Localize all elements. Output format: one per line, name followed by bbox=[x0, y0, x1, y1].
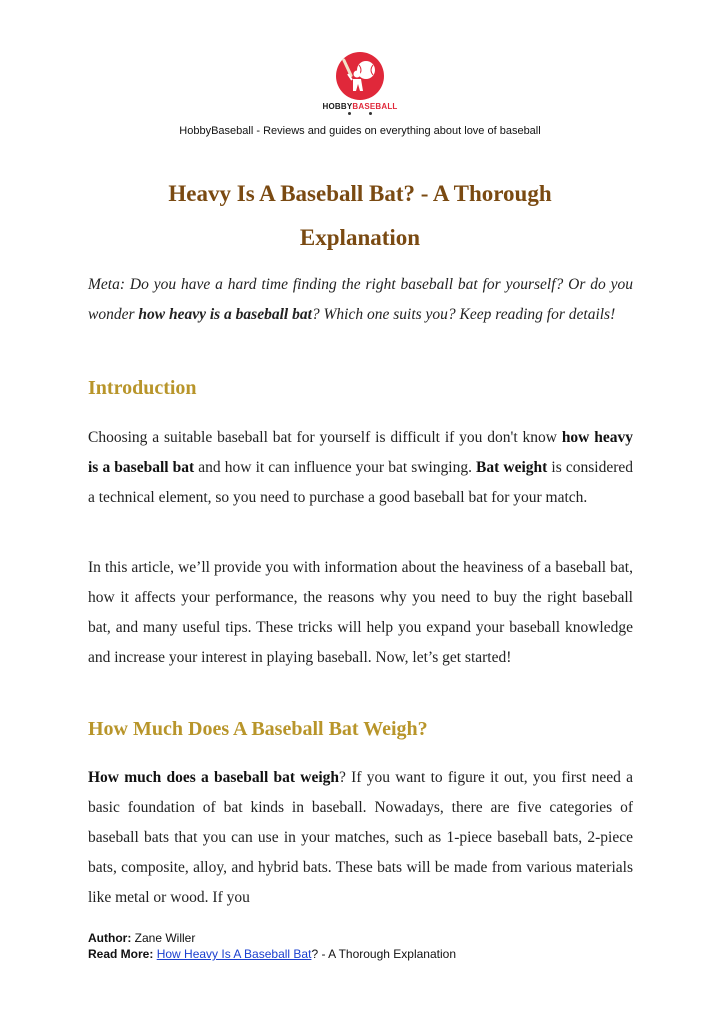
author-name: Zane Willer bbox=[134, 931, 196, 945]
logo-dots bbox=[348, 112, 372, 115]
author-line: Author: Zane Willer bbox=[88, 931, 196, 945]
paragraph-weight-1: How much does a baseball bat weigh? If you want to figure it out, you first need a basic foundation of bat kinds in baseball. Nowadays, there are five categories of baseball bats that you can use in your matches, such as 1-piece baseball bats, 2-piece bats, composite, alloy, and hybrid bats. These bats will be made from various materials like metal or wood. If you bbox=[88, 769, 633, 906]
paragraph-intro-1: Choosing a suitable baseball bat for yourself is difficult if you don't know how heavy is a baseball bat and how it can influence your bat swinging. Bat weight is considered a technical element, so you need to purchase a good baseball bat for your match. bbox=[88, 429, 633, 506]
read-more-link[interactable]: How Heavy Is A Baseball Bat bbox=[156, 947, 312, 961]
paragraph-intro-2: In this article, we’ll provide you with information about the heaviness of a baseball bat, how it affects your performance, the reasons why you need to buy the right baseball bat, and many useful tips. These tricks will help you expand your baseball knowledge and increase your interest in playing baseball. Now, let’s get started! bbox=[88, 559, 633, 666]
baseball-player-icon bbox=[336, 52, 384, 100]
logo-wordmark: HOBBYBASEBALL bbox=[322, 102, 398, 111]
article-title: Heavy Is A Baseball Bat? - A Thorough Explanation bbox=[168, 181, 552, 250]
read-more-line: Read More: How Heavy Is A Baseball Bat? - A Thorough Explanation bbox=[88, 947, 456, 961]
site-tagline: HobbyBaseball - Reviews and guides on everything about love of baseball bbox=[179, 125, 541, 137]
section-heading-weight: How Much Does A Baseball Bat Weigh? bbox=[88, 718, 428, 740]
meta-description: Meta: Do you have a hard time finding the right baseball bat for yourself? Or do you wonder how heavy is a baseball bat? Which one suits you? Keep reading for details! bbox=[88, 276, 633, 323]
section-heading-introduction: Introduction bbox=[88, 377, 197, 399]
site-logo[interactable] bbox=[0, 52, 720, 115]
page-footer bbox=[88, 930, 648, 962]
